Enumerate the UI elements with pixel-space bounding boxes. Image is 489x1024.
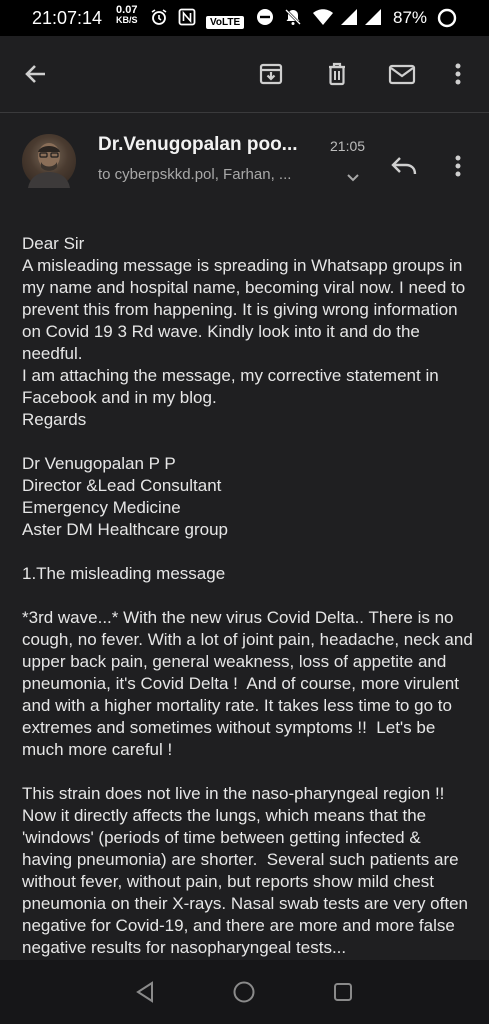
alarm-icon	[150, 8, 168, 31]
expand-details-button[interactable]	[346, 170, 360, 188]
system-nav-bar	[0, 960, 489, 1024]
battery-icon	[437, 8, 457, 33]
back-arrow-icon	[23, 61, 49, 87]
nav-home-button[interactable]	[226, 974, 262, 1010]
archive-icon	[258, 61, 284, 87]
cell-signal-icon	[340, 8, 358, 31]
recents-square-icon	[332, 981, 354, 1003]
nav-recents-button[interactable]	[325, 974, 361, 1010]
do-not-disturb-icon	[256, 8, 274, 31]
mark-unread-icon	[388, 61, 416, 87]
sent-time: 21:05	[330, 138, 366, 154]
home-circle-icon	[232, 980, 256, 1004]
recipients-line[interactable]: to cyberpskkd.pol, Farhan, ...	[98, 166, 292, 183]
delete-button[interactable]	[317, 54, 357, 94]
network-speed-unit: KB/S	[116, 15, 138, 25]
more-vert-icon	[454, 62, 462, 86]
chevron-down-icon	[346, 173, 360, 183]
delete-icon	[324, 61, 350, 87]
network-speed	[116, 5, 138, 25]
notifications-off-icon	[284, 8, 302, 31]
reply-icon	[390, 155, 418, 177]
back-button[interactable]	[16, 54, 56, 94]
more-vert-icon	[454, 154, 462, 178]
sender-avatar[interactable]	[22, 134, 76, 188]
mark-unread-button[interactable]	[382, 54, 422, 94]
sender-name[interactable]: Dr.Venugopalan poo...	[98, 134, 298, 155]
email-header	[0, 112, 489, 222]
person-avatar-icon	[22, 134, 76, 188]
more-options-button[interactable]	[438, 54, 478, 94]
nav-back-button[interactable]	[127, 974, 163, 1010]
cell-signal-2-icon	[364, 8, 382, 31]
email-toolbar	[0, 36, 489, 113]
wifi-icon	[312, 8, 334, 31]
volte-icon: VoLTE	[206, 10, 244, 30]
back-triangle-icon	[134, 980, 156, 1004]
status-bar	[0, 0, 489, 36]
status-time: 21:07:14	[32, 8, 103, 28]
archive-button[interactable]	[251, 54, 291, 94]
battery-percentage: 87%	[393, 8, 428, 27]
reply-button[interactable]	[384, 146, 424, 186]
network-speed-value: 0.07	[116, 4, 138, 16]
message-more-options-button[interactable]	[440, 146, 476, 186]
nfc-icon	[178, 8, 196, 31]
email-body: Dear Sir A misleading message is spreading in Whatsapp groups in my name and hospital name, becoming viral now. I need to prevent this from happening. It is giving wrong information on Covid 19 3 Rd wave. Kindly look into it and do the needful. I am attaching the message, my corrective statement in Facebook and in my blog. Regards Dr Venugopalan P P Director &Lead Consultant Emergency Medicine Aster DM Healthcare group 1.The misleading message *3rd wave...* With the new virus Covid Delta.. There is no cough, no fever. With a lot of joint pain, headache, neck and upper back pain, general weakness, loss of appetite and pneumonia, it's Covid Delta ! And of course, more virulent and with a higher mortality rate. It takes less time to go to extremes and sometimes without symptoms !! Let's be much more careful ! This strain does not live in the naso-pharyngeal region !! Now it directly affects the lungs, which means that the 'windows' (periods of time between getting infected & having pneumonia) are shorter. Several such patients are without fever, without pain, but reports show mild chest pneumonia on their X-rays. Nasal swab tests are very often negative for Covid-19, and there are more and more false negative results for nasopharyngeal tests...	[22, 234, 473, 957]
